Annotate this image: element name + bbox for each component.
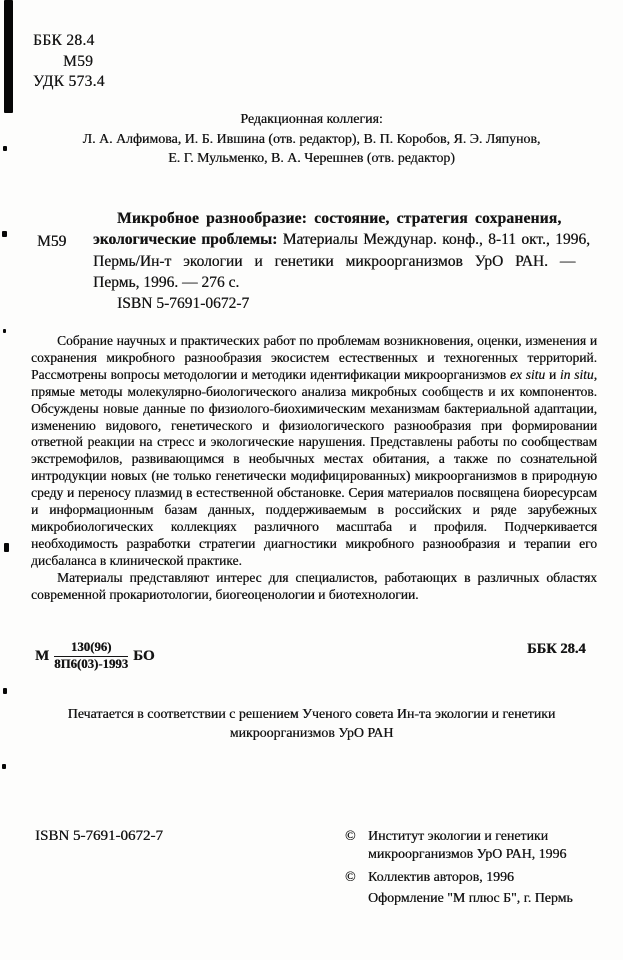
annotation-text: и [545, 366, 560, 382]
approval-line2: микроорганизмов УрО РАН [229, 725, 394, 741]
scan-artifact-speck [4, 543, 9, 552]
imprint-prefix: М [35, 647, 50, 664]
copyright-institute-text [368, 828, 566, 865]
catalog-isbn: ISBN 5-7691-0672-7 [117, 295, 250, 313]
book-title-line2-rest: Материалы Междунар. конф., 8-11 окт., 1996, [277, 231, 590, 249]
classification-codes [33, 31, 105, 93]
copyright-institute-line2: микроорганизмов УрО РАН, 1996 [368, 847, 567, 863]
copyright-authors-text: Коллектив авторов, 1996 [368, 869, 514, 885]
approval-note [29, 706, 594, 743]
catalog-entry [93, 210, 595, 316]
copyright-icon: © [345, 869, 356, 885]
book-place-year-line: Пермь, 1996. — 276 с. [93, 273, 240, 291]
scan-artifact-speck [2, 231, 7, 237]
annotation-paragraph-1 [31, 333, 597, 570]
udk-code: УДК 573.4 [33, 73, 105, 90]
book-title-line2-bold: экологические проблемы: [93, 231, 278, 249]
scan-artifact-speck [2, 764, 6, 769]
catalog-margin-code: М59 [37, 233, 67, 250]
scan-artifact-bar [4, 0, 13, 113]
scan-artifact-speck [3, 688, 7, 694]
annotation-paragraph-2: Материалы представляют интерес для специалистов, работающих в различных областях современной прокариотологии, биогеоценологии и биотехнологии. [31, 569, 597, 602]
copyright-institute-line1: Институт экологии и генетики [368, 829, 549, 844]
imprint-fraction-numerator: 130(96) [54, 641, 128, 657]
latin-term-in-situ: in situ [559, 366, 594, 382]
imprint-code [35, 641, 155, 671]
bbk-code: ББК 28.4 [33, 32, 95, 49]
copyright-institute [345, 828, 605, 865]
book-publisher-line: Пермь/Ин-т экологии и генетики микроорганизмов УрО РАН. — [93, 252, 576, 270]
annotation [31, 333, 597, 604]
author-mark-code: М59 [63, 52, 94, 70]
design-credit-text: Оформление "М плюс Б", г. Пермь [368, 890, 573, 906]
design-credit-spacer [345, 890, 368, 908]
scan-artifact-speck [3, 146, 7, 151]
latin-term-ex-situ: ex situ [509, 366, 546, 382]
imprint-fraction [54, 641, 128, 671]
book-title-line2 [93, 231, 595, 252]
annotation-text: , прямые методы молекулярно-биологического анализа микробных сообществ и их компонентов. Обсуждены новые данные по физиолого-биохимическим механизмам бактериальной адаптации, изменению видового, генетического и физиологического разнообразия при формировании ответной реакции на стресс и экологические нарушения. Представлены работы по сообществам экстремофилов, развивающимся в необычных местах обитания, а также по сознательной интродукции новых (не только генетически модифицированных) микроорганизмов в природную среду и переносу плазмид в естественной обстановке. Серия материалов посвящена биоресурсам и информационным базам данных, поддерживаемым в российских и ряде зарубежных микробиологических коллекциях различного масштаба и профиля. Подчеркивается необходимость разработки стратегии диагностики микробного разнообразия и терапии его дисбаланса в клинической практике. [31, 366, 598, 568]
book-title-line1: Микробное разнообразие: состояние, стратегия сохранения, [117, 210, 562, 227]
approval-line1: Печатается в соответствии с решением Ученого совета Ин-та экологии и генетики [67, 707, 556, 722]
imprint-fraction-denominator: 8П6(03)-1993 [54, 656, 129, 671]
footer-isbn: ISBN 5-7691-0672-7 [35, 828, 163, 844]
editorial-board [29, 110, 594, 169]
editorial-members-line1: Л. А. Алфимова, И. Б. Ившина (отв. редактор), В. П. Коробов, Я. Э. Ляпунов, [82, 131, 541, 147]
copyright-authors [345, 869, 605, 887]
editorial-members-line2: Е. Г. Мульменко, В. А. Черешнев (отв. редактор) [168, 151, 455, 166]
copyright-icon: © [345, 829, 356, 844]
annotation-text: Собрание научных и практических работ по проблемам возникновения, оценки, изменения и сохранения микробного разнообразия экосистем естественных и техногенных территорий. Рассмотрены вопросы методологии и методики идентификации микроорганизмов [31, 333, 597, 382]
imprint-suffix: БО [133, 647, 155, 664]
design-credit [345, 890, 605, 908]
scan-artifact-speck [3, 329, 6, 333]
copyright-block [345, 828, 605, 908]
imprint-bbk-code: ББК 28.4 [527, 641, 586, 657]
editorial-heading: Редакционная коллегия: [240, 112, 383, 127]
